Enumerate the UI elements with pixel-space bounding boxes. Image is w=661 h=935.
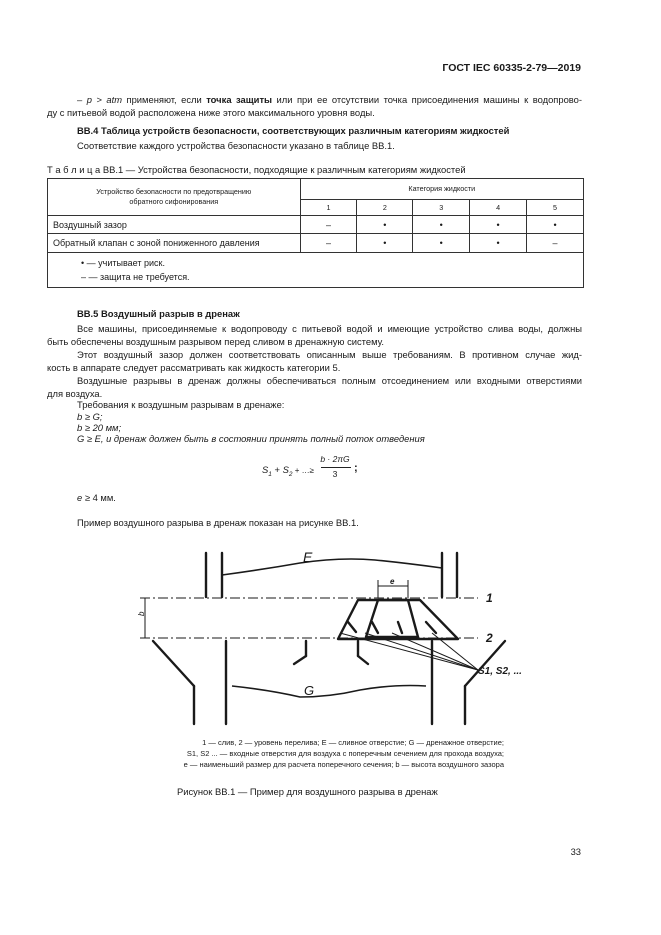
- formula-plus: +: [271, 464, 283, 475]
- formula-numerator: b · 2πG: [320, 454, 350, 464]
- formula-s2: S: [282, 464, 289, 475]
- lower-center-wall-angled: [294, 656, 306, 664]
- drain-opening-curve: [222, 559, 442, 575]
- table-header-category: Категория жидкости: [300, 179, 583, 200]
- formula-denominator: 3: [332, 469, 338, 479]
- table-cell: –: [300, 216, 357, 234]
- inlet-slot: [348, 622, 356, 632]
- section-bb5-p1-line1: Все машины, присоединяемые к водопроводу с питьевой водой и имеющие устройство слива воды, должны: [77, 323, 582, 334]
- requirement-2-rest: ≥ 20 мм;: [82, 422, 122, 433]
- requirement-3: G ≥ E, и дренаж должен быть в состоянии принять полный поток отведения: [77, 433, 425, 444]
- requirement-4-var: e: [77, 492, 83, 503]
- lower-center-right-angled: [358, 656, 368, 664]
- requirement-2-var: b: [77, 422, 83, 433]
- table-caption-label: Т а б л и ц а: [47, 164, 101, 175]
- section-bb4-text: Соответствие каждого устройства безопасности указано в таблице ВВ.1.: [77, 140, 395, 151]
- table-cell: •: [357, 216, 413, 234]
- intro-text-mid: применяют, если: [122, 94, 207, 105]
- intro-text-post: или при ее отсутствии точка присоединения машины к водопрово-: [272, 94, 582, 105]
- table-col-1: 1: [300, 200, 357, 216]
- section-bb5-p1-line2: быть обеспечены воздушным разрывом перед сливом в дренажную систему.: [47, 336, 384, 347]
- formula-end: ;: [354, 462, 358, 474]
- formula-s1: S: [262, 464, 269, 475]
- requirement-1: b ≥ G;: [77, 411, 103, 422]
- table-cell: –: [300, 234, 357, 253]
- table-cell: •: [527, 216, 584, 234]
- intro-variable: p > atm: [86, 94, 123, 105]
- label-overflow-2: 2: [486, 631, 493, 645]
- section-bb5-p2-line1: Этот воздушный зазор должен соответствовать описанным выше требованиям. В противном случае жид-: [77, 349, 582, 360]
- air-inlet-inner: [366, 600, 418, 637]
- table-col-2: 2: [357, 200, 413, 216]
- table-col-4: 4: [470, 200, 527, 216]
- label-e: e: [390, 577, 395, 586]
- table-col-3: 3: [413, 200, 470, 216]
- figure-legend-line-1: 1 — слив, 2 — уровень перелива; E — сливное отверстие; G — дренажное отверстие;: [202, 738, 504, 747]
- inlet-slot: [398, 622, 402, 633]
- table-cell: •: [470, 234, 527, 253]
- table-row-name: Воздушный зазор: [48, 216, 301, 234]
- label-E: E: [303, 549, 313, 565]
- table-cell: •: [413, 234, 470, 253]
- intro-dash: –: [77, 94, 87, 105]
- figure-caption: Рисунок ВВ.1 — Пример для воздушного разрыва в дренаж: [177, 786, 438, 797]
- table-note: – — защита не требуется.: [81, 272, 190, 282]
- inlet-slot: [426, 622, 436, 633]
- table-row-name: Обратный клапан с зоной пониженного давления: [48, 234, 301, 253]
- figure-reference: Пример воздушного разрыва в дренаж показан на рисунке ВВ.1.: [77, 517, 359, 528]
- label-air-inlets: S1, S2, ...: [478, 666, 522, 677]
- intro-bold-term: точка защиты: [206, 94, 273, 105]
- figure-legend-line-3: e — наименьший размер для расчета поперечного сечения; b — высота воздушного зазора: [183, 760, 504, 769]
- table-caption-text: ВВ.1 — Устройства безопасности, подходящие к различным категориям жидкостей: [102, 164, 466, 175]
- overflow-opening-curve: [232, 686, 426, 698]
- section-bb4-title: ВВ.4 Таблица устройств безопасности, соответствующих различным категориям жидкостей: [77, 125, 510, 136]
- table-cell: –: [527, 234, 584, 253]
- formula-sub2: 2: [288, 470, 293, 478]
- section-bb5-p3-line2: для воздуха.: [47, 388, 103, 399]
- lower-right-wall-angled: [465, 641, 505, 686]
- lower-left-wall-angled: [153, 641, 194, 686]
- formula-sub1: 1: [268, 470, 272, 478]
- section-bb5-p2-line2: кость в аппарате следует рассматривать как жидкость категории 5.: [47, 362, 341, 373]
- table-cell: •: [470, 216, 527, 234]
- label-drain-1: 1: [486, 591, 493, 605]
- label-b: b: [137, 611, 146, 616]
- intro-line-2: ду с питьевой водой расположена ниже этого максимального уровня воды.: [47, 107, 375, 118]
- document-code: ГОСТ IEC 60335-2-79—2019: [442, 62, 581, 74]
- formula-rest: + …≥: [292, 466, 314, 475]
- label-G: G: [304, 683, 315, 698]
- table-note: • — учитывает риск.: [81, 258, 165, 268]
- section-bb5-p3-line1: Воздушные разрывы в дренаж должны обеспечиваться полным отсоединением или входными отверстиями: [77, 375, 582, 386]
- table-cell: •: [413, 216, 470, 234]
- requirement-4-rest: ≥ 4 мм.: [82, 492, 116, 503]
- table-header-device-line2: обратного сифонирования: [129, 197, 219, 206]
- section-bb5-title: ВВ.5 Воздушный разрыв в дренаж: [77, 308, 240, 319]
- table-header-device-line1: Устройство безопасности по предотвращению: [96, 187, 252, 196]
- table-cell: •: [357, 234, 413, 253]
- page-number: 33: [570, 846, 581, 857]
- table-col-5: 5: [527, 200, 584, 216]
- figure-legend-line-2: S1, S2 ... — входные отверстия для воздуха с поперечным сечением для прохода воздуха;: [186, 749, 504, 758]
- inlet-slot: [372, 622, 378, 633]
- section-bb5-requirements: Требования к воздушным разрывам в дренаже:: [77, 399, 285, 410]
